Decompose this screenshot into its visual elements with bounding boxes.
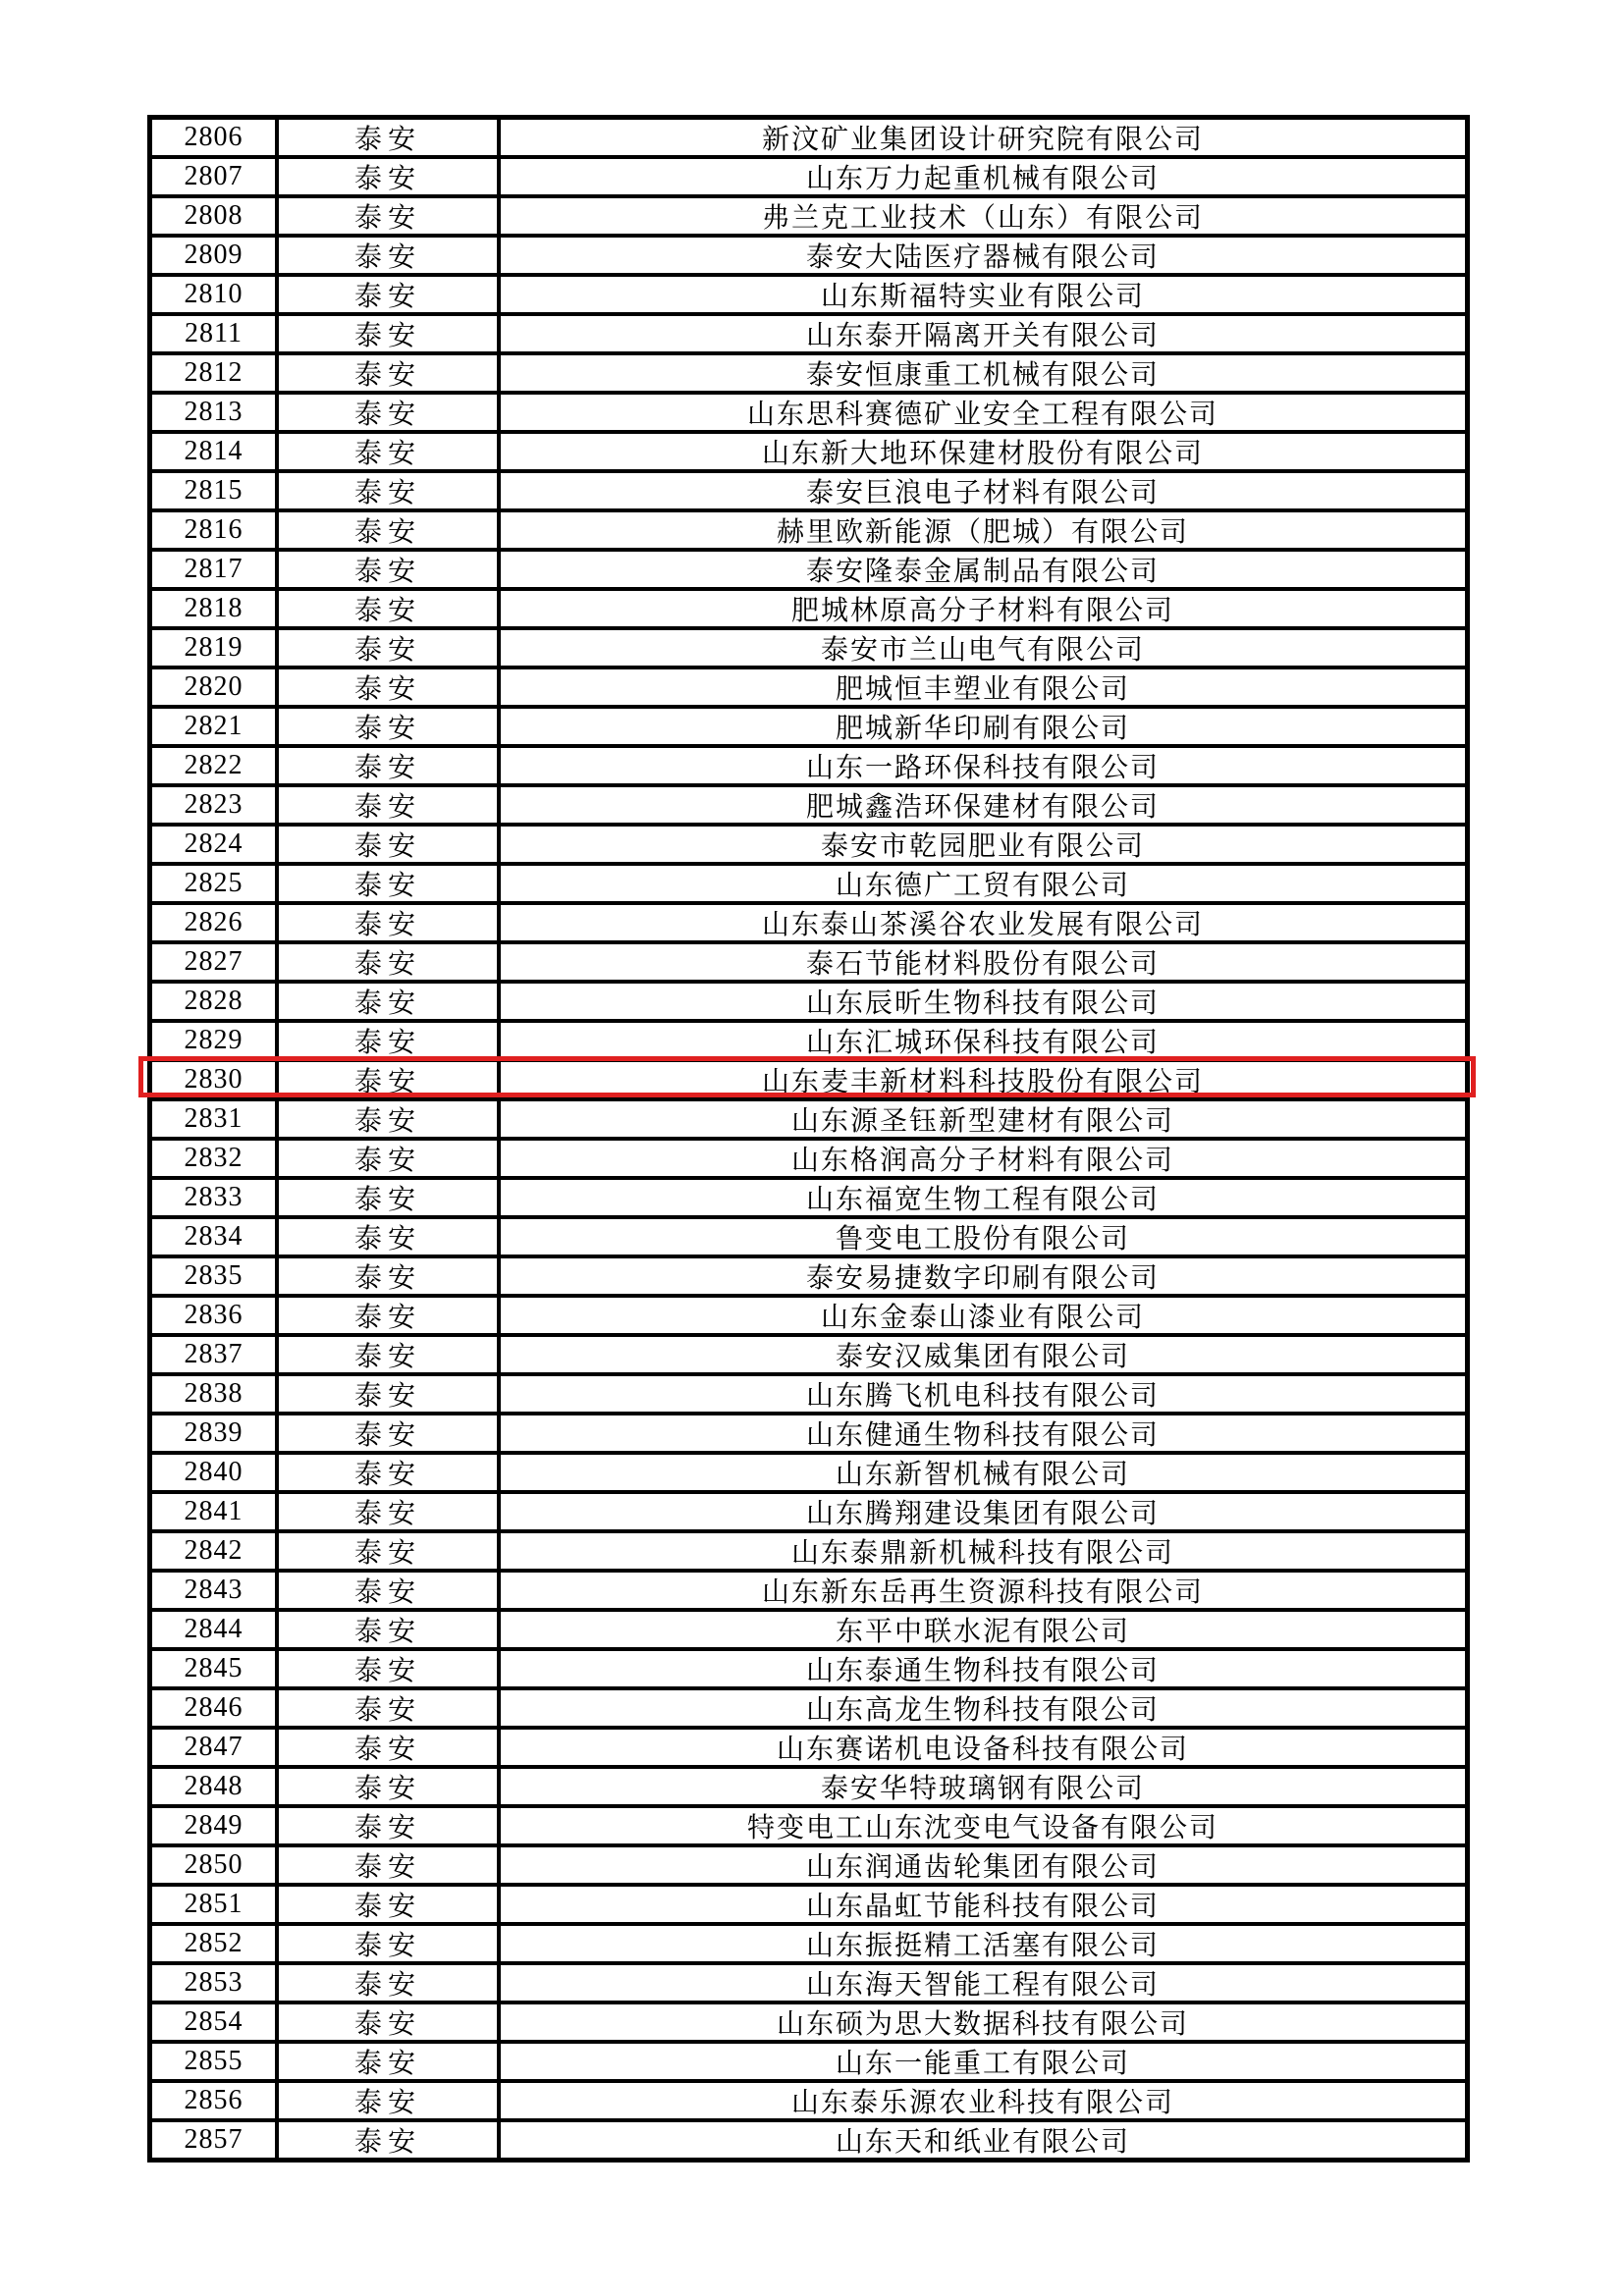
company-name-cell: 山东一路环保科技有限公司 — [501, 748, 1465, 783]
company-name-cell: 山东辰昕生物科技有限公司 — [501, 984, 1465, 1019]
company-name-cell: 山东金泰山漆业有限公司 — [501, 1298, 1465, 1333]
row-number-cell: 2817 — [152, 552, 275, 587]
company-name-cell: 山东健通生物科技有限公司 — [501, 1415, 1465, 1451]
city-cell: 泰安 — [279, 2004, 497, 2040]
city-cell: 泰安 — [279, 434, 497, 469]
row-number-cell: 2829 — [152, 1023, 275, 1058]
company-name-cell: 山东福宽生物工程有限公司 — [501, 1180, 1465, 1215]
city-cell: 泰安 — [279, 1258, 497, 1294]
row-number-cell: 2841 — [152, 1494, 275, 1529]
row-number-cell: 2807 — [152, 159, 275, 194]
row-number-cell: 2840 — [152, 1455, 275, 1490]
company-name-cell: 山东高龙生物科技有限公司 — [501, 1690, 1465, 1726]
company-name-cell: 山东海天智能工程有限公司 — [501, 1965, 1465, 2001]
row-number-cell: 2834 — [152, 1219, 275, 1255]
company-name-cell: 泰安汉威集团有限公司 — [501, 1337, 1465, 1372]
city-cell: 泰安 — [279, 1494, 497, 1529]
row-number-cell: 2816 — [152, 512, 275, 548]
row-number-cell: 2820 — [152, 669, 275, 705]
city-cell: 泰安 — [279, 120, 497, 155]
company-name-cell: 泰安恒康重工机械有限公司 — [501, 355, 1465, 391]
company-name-cell: 肥城林原高分子材料有限公司 — [501, 591, 1465, 626]
row-number-cell: 2811 — [152, 316, 275, 351]
row-number-cell: 2842 — [152, 1533, 275, 1569]
city-cell: 泰安 — [279, 1651, 497, 1686]
city-cell: 泰安 — [279, 277, 497, 312]
city-cell: 泰安 — [279, 1455, 497, 1490]
row-number-cell: 2847 — [152, 1730, 275, 1765]
company-name-cell: 山东腾翔建设集团有限公司 — [501, 1494, 1465, 1529]
city-cell: 泰安 — [279, 591, 497, 626]
row-number-cell: 2849 — [152, 1808, 275, 1843]
city-cell: 泰安 — [279, 1573, 497, 1608]
row-number-cell: 2857 — [152, 2122, 275, 2158]
city-cell: 泰安 — [279, 198, 497, 234]
company-name-cell: 山东泰乐源农业科技有限公司 — [501, 2083, 1465, 2118]
row-number-cell: 2806 — [152, 120, 275, 155]
company-name-cell: 山东腾飞机电科技有限公司 — [501, 1376, 1465, 1412]
city-cell: 泰安 — [279, 1769, 497, 1804]
row-number-cell: 2832 — [152, 1141, 275, 1176]
row-number-cell: 2855 — [152, 2044, 275, 2079]
company-name-cell: 山东新智机械有限公司 — [501, 1455, 1465, 1490]
row-number-cell: 2852 — [152, 1926, 275, 1961]
row-number-cell: 2854 — [152, 2004, 275, 2040]
row-number-cell: 2843 — [152, 1573, 275, 1608]
company-name-cell: 山东泰通生物科技有限公司 — [501, 1651, 1465, 1686]
row-number-cell: 2824 — [152, 827, 275, 862]
row-number-cell: 2837 — [152, 1337, 275, 1372]
company-name-cell: 弗兰克工业技术（山东）有限公司 — [501, 198, 1465, 234]
company-name-cell: 山东一能重工有限公司 — [501, 2044, 1465, 2079]
row-number-cell: 2813 — [152, 395, 275, 430]
row-number-cell: 2815 — [152, 473, 275, 508]
row-number-cell: 2850 — [152, 1847, 275, 1883]
company-name-cell: 山东万力起重机械有限公司 — [501, 159, 1465, 194]
city-cell: 泰安 — [279, 1101, 497, 1137]
row-number-cell: 2812 — [152, 355, 275, 391]
city-cell: 泰安 — [279, 1808, 497, 1843]
company-name-cell: 山东赛诺机电设备科技有限公司 — [501, 1730, 1465, 1765]
company-name-cell: 泰安大陆医疗器械有限公司 — [501, 238, 1465, 273]
city-cell: 泰安 — [279, 1141, 497, 1176]
row-number-cell: 2825 — [152, 866, 275, 901]
city-cell: 泰安 — [279, 316, 497, 351]
city-cell: 泰安 — [279, 944, 497, 980]
company-name-cell: 山东麦丰新材料科技股份有限公司 — [501, 1062, 1465, 1097]
row-number-cell: 2810 — [152, 277, 275, 312]
row-number-cell: 2821 — [152, 709, 275, 744]
row-number-cell: 2809 — [152, 238, 275, 273]
company-table — [147, 115, 1470, 2163]
company-name-cell: 山东斯福特实业有限公司 — [501, 277, 1465, 312]
city-cell: 泰安 — [279, 1887, 497, 1922]
company-name-cell: 泰安华特玻璃钢有限公司 — [501, 1769, 1465, 1804]
row-number-cell: 2839 — [152, 1415, 275, 1451]
company-name-cell: 山东硕为思大数据科技有限公司 — [501, 2004, 1465, 2040]
company-name-cell: 山东晶虹节能科技有限公司 — [501, 1887, 1465, 1922]
city-cell: 泰安 — [279, 473, 497, 508]
company-name-cell: 泰安巨浪电子材料有限公司 — [501, 473, 1465, 508]
company-name-cell: 山东格润高分子材料有限公司 — [501, 1141, 1465, 1176]
company-name-cell: 山东德广工贸有限公司 — [501, 866, 1465, 901]
city-cell: 泰安 — [279, 669, 497, 705]
company-name-cell: 山东润通齿轮集团有限公司 — [501, 1847, 1465, 1883]
row-number-cell: 2819 — [152, 630, 275, 666]
city-cell: 泰安 — [279, 1376, 497, 1412]
city-cell: 泰安 — [279, 984, 497, 1019]
city-cell: 泰安 — [279, 159, 497, 194]
company-name-cell: 肥城鑫浩环保建材有限公司 — [501, 787, 1465, 823]
city-cell: 泰安 — [279, 866, 497, 901]
row-number-cell: 2818 — [152, 591, 275, 626]
city-cell: 泰安 — [279, 1062, 497, 1097]
company-name-cell: 山东新大地环保建材股份有限公司 — [501, 434, 1465, 469]
row-number-cell: 2845 — [152, 1651, 275, 1686]
row-number-cell: 2851 — [152, 1887, 275, 1922]
row-number-cell: 2846 — [152, 1690, 275, 1726]
city-cell: 泰安 — [279, 2122, 497, 2158]
city-cell: 泰安 — [279, 1337, 497, 1372]
company-name-cell: 泰安市乾园肥业有限公司 — [501, 827, 1465, 862]
row-number-cell: 2830 — [152, 1062, 275, 1097]
company-name-cell: 鲁变电工股份有限公司 — [501, 1219, 1465, 1255]
city-cell: 泰安 — [279, 1926, 497, 1961]
city-cell: 泰安 — [279, 355, 497, 391]
city-cell: 泰安 — [279, 1298, 497, 1333]
city-cell: 泰安 — [279, 1612, 497, 1647]
company-name-cell: 泰石节能材料股份有限公司 — [501, 944, 1465, 980]
company-name-cell: 山东思科赛德矿业安全工程有限公司 — [501, 395, 1465, 430]
city-cell: 泰安 — [279, 238, 497, 273]
city-cell: 泰安 — [279, 1219, 497, 1255]
row-number-cell: 2828 — [152, 984, 275, 1019]
city-cell: 泰安 — [279, 630, 497, 666]
city-cell: 泰安 — [279, 1023, 497, 1058]
city-cell: 泰安 — [279, 787, 497, 823]
city-cell: 泰安 — [279, 1730, 497, 1765]
company-name-cell: 肥城新华印刷有限公司 — [501, 709, 1465, 744]
city-cell: 泰安 — [279, 905, 497, 940]
city-cell: 泰安 — [279, 1847, 497, 1883]
company-name-cell: 特变电工山东沈变电气设备有限公司 — [501, 1808, 1465, 1843]
row-number-cell: 2823 — [152, 787, 275, 823]
row-number-cell: 2814 — [152, 434, 275, 469]
city-cell: 泰安 — [279, 709, 497, 744]
company-name-cell: 东平中联水泥有限公司 — [501, 1612, 1465, 1647]
city-cell: 泰安 — [279, 552, 497, 587]
company-name-cell: 赫里欧新能源（肥城）有限公司 — [501, 512, 1465, 548]
city-cell: 泰安 — [279, 1965, 497, 2001]
row-number-cell: 2822 — [152, 748, 275, 783]
row-number-cell: 2838 — [152, 1376, 275, 1412]
company-name-cell: 山东新东岳再生资源科技有限公司 — [501, 1573, 1465, 1608]
city-cell: 泰安 — [279, 2083, 497, 2118]
row-number-cell: 2844 — [152, 1612, 275, 1647]
company-name-cell: 山东源圣钰新型建材有限公司 — [501, 1101, 1465, 1137]
row-number-cell: 2833 — [152, 1180, 275, 1215]
row-number-cell: 2831 — [152, 1101, 275, 1137]
company-name-cell: 新汶矿业集团设计研究院有限公司 — [501, 120, 1465, 155]
city-cell: 泰安 — [279, 512, 497, 548]
row-number-cell: 2826 — [152, 905, 275, 940]
company-name-cell: 泰安市兰山电气有限公司 — [501, 630, 1465, 666]
row-number-cell: 2856 — [152, 2083, 275, 2118]
company-name-cell: 山东泰山茶溪谷农业发展有限公司 — [501, 905, 1465, 940]
row-number-cell: 2848 — [152, 1769, 275, 1804]
company-name-cell: 山东汇城环保科技有限公司 — [501, 1023, 1465, 1058]
row-number-cell: 2808 — [152, 198, 275, 234]
company-name-cell: 山东天和纸业有限公司 — [501, 2122, 1465, 2158]
company-name-cell: 泰安易捷数字印刷有限公司 — [501, 1258, 1465, 1294]
city-cell: 泰安 — [279, 1533, 497, 1569]
company-name-cell: 肥城恒丰塑业有限公司 — [501, 669, 1465, 705]
city-cell: 泰安 — [279, 1690, 497, 1726]
row-number-cell: 2853 — [152, 1965, 275, 2001]
city-cell: 泰安 — [279, 395, 497, 430]
row-number-cell: 2827 — [152, 944, 275, 980]
city-cell: 泰安 — [279, 748, 497, 783]
city-cell: 泰安 — [279, 1180, 497, 1215]
city-cell: 泰安 — [279, 1415, 497, 1451]
company-name-cell: 山东泰开隔离开关有限公司 — [501, 316, 1465, 351]
company-name-cell: 泰安隆泰金属制品有限公司 — [501, 552, 1465, 587]
row-number-cell: 2835 — [152, 1258, 275, 1294]
company-name-cell: 山东泰鼎新机械科技有限公司 — [501, 1533, 1465, 1569]
company-name-cell: 山东振挺精工活塞有限公司 — [501, 1926, 1465, 1961]
city-cell: 泰安 — [279, 2044, 497, 2079]
row-number-cell: 2836 — [152, 1298, 275, 1333]
city-cell: 泰安 — [279, 827, 497, 862]
